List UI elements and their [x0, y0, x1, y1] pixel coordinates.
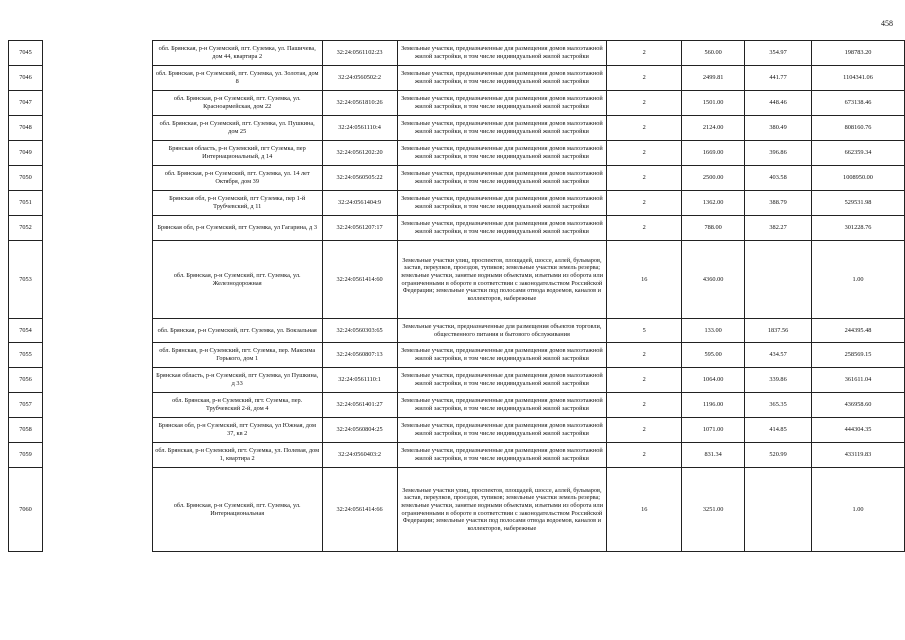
table-row: [9, 66, 905, 91]
row-number-cell: 7058: [9, 418, 43, 443]
category-cell: 16: [607, 468, 682, 552]
table-row: [9, 343, 905, 368]
row-number-cell: 7060: [9, 468, 43, 552]
land-use-cell: Земельные участки, предназначенные для размещения домов малоэтажной жилой застройки, в том числе индивидуальной жилой застройки: [397, 166, 607, 191]
cadastral-number-cell: 32:24:0561810:26: [322, 91, 397, 116]
area-cell: 560.00: [682, 41, 745, 66]
rate-cell: 382.27: [745, 216, 812, 241]
empty-cell: [42, 343, 152, 368]
table-row: [9, 443, 905, 468]
area-cell: 1669.00: [682, 141, 745, 166]
cadastral-number-cell: 32:24:0561414:66: [322, 468, 397, 552]
table-row: [9, 241, 905, 319]
empty-cell: [42, 141, 152, 166]
area-cell: 831.34: [682, 443, 745, 468]
cadastral-value-cell: 1008950.00: [812, 166, 905, 191]
cadastral-value-cell: 808160.76: [812, 116, 905, 141]
cadastral-value-cell: 444304.35: [812, 418, 905, 443]
row-number-cell: 7046: [9, 66, 43, 91]
cadastral-number-cell: 32:24:0561401:27: [322, 393, 397, 418]
cadastral-number-cell: 32:24:0561414:60: [322, 241, 397, 319]
cadastral-number-cell: 32:24:0561110:4: [322, 116, 397, 141]
cadastral-value-cell: 361611.04: [812, 368, 905, 393]
area-cell: 2499.81: [682, 66, 745, 91]
land-use-cell: Земельные участки, предназначенные для размещения домов малоэтажной жилой застройки, в том числе индивидуальной жилой застройки: [397, 141, 607, 166]
row-number-cell: 7055: [9, 343, 43, 368]
land-use-cell: Земельные участки, предназначенные для размещения домов малоэтажной жилой застройки, в том числе индивидуальной жилой застройки: [397, 191, 607, 216]
rate-cell: 365.35: [745, 393, 812, 418]
land-use-cell: Земельные участки улиц, проспектов, площадей, шоссе, аллей, бульваров, застав, переулков, проездов, тупиков; земельные участки земель резерва; земельные участки, занятые водными объектами, изъятыми из оборота или ограниченными в обороте в соответствии с законодательством Российской Федерации; земельные участки под полосами отвода водоемов, каналов и коллекторов, набережные: [397, 468, 607, 552]
cadastral-value-cell: 301228.76: [812, 216, 905, 241]
empty-cell: [42, 91, 152, 116]
empty-cell: [42, 393, 152, 418]
land-use-cell: Земельные участки, предназначенные для размещения домов малоэтажной жилой застройки, в том числе индивидуальной жилой застройки: [397, 393, 607, 418]
cadastral-value-cell: 198783.20: [812, 41, 905, 66]
land-use-cell: Земельные участки, предназначенные для размещения домов малоэтажной жилой застройки, в том числе индивидуальной жилой застройки: [397, 41, 607, 66]
address-cell: обл. Брянская, р-н Суземский, пгт. Суземка, ул. Красноармейская, дом 22: [152, 91, 322, 116]
land-use-cell: Земельные участки, предназначенные для размещения домов малоэтажной жилой застройки, в том числе индивидуальной жилой застройки: [397, 343, 607, 368]
category-cell: 2: [607, 216, 682, 241]
rate-cell: 520.99: [745, 443, 812, 468]
category-cell: 2: [607, 116, 682, 141]
row-number-cell: 7050: [9, 166, 43, 191]
rate-cell: 339.86: [745, 368, 812, 393]
category-cell: 2: [607, 191, 682, 216]
category-cell: 2: [607, 91, 682, 116]
rate-cell: [745, 241, 812, 319]
table-row: [9, 141, 905, 166]
land-use-cell: Земельные участки, предназначенные для размещения домов малоэтажной жилой застройки, в том числе индивидуальной жилой застройки: [397, 216, 607, 241]
row-number-cell: 7056: [9, 368, 43, 393]
row-number-cell: 7048: [9, 116, 43, 141]
address-cell: обл. Брянская, р-н Суземский, пгт. Суземка, пер. Трубчевский 2-й, дом 4: [152, 393, 322, 418]
table-row: [9, 368, 905, 393]
page-number: 458: [881, 19, 893, 28]
address-cell: обл. Брянская, р-н Суземский, пгт. Суземка, ул. 14 лет Октября, дом 39: [152, 166, 322, 191]
land-use-cell: Земельные участки улиц, проспектов, площадей, шоссе, аллей, бульваров, застав, переулков, проездов, тупиков; земельные участки земель резерва; земельные участки, занятые водными объектами, изъятыми из оборота или ограниченными в обороте в соответствии с законодательством Российской Федерации; земельные участки под полосами отвода водоемов, каналов и коллекторов, набережные: [397, 241, 607, 319]
cadastral-number-cell: 32:24:0560502:2: [322, 66, 397, 91]
empty-cell: [42, 319, 152, 343]
category-cell: 2: [607, 166, 682, 191]
cadastral-value-cell: 258569.15: [812, 343, 905, 368]
cadastral-value-cell: 529531.98: [812, 191, 905, 216]
empty-cell: [42, 166, 152, 191]
land-use-cell: Земельные участки, предназначенные для размещения домов малоэтажной жилой застройки, в том числе индивидуальной жилой застройки: [397, 443, 607, 468]
address-cell: Брянская обл, р-н Суземский, пгт Суземка, ул Южная, дом 37, кв 2: [152, 418, 322, 443]
address-cell: обл. Брянская, р-н Суземский, пгт. Суземка, ул. Железнодорожная: [152, 241, 322, 319]
address-cell: Брянская область, р-н Суземский, пгт Суземка, ул Пушкина, д 33: [152, 368, 322, 393]
category-cell: 2: [607, 141, 682, 166]
category-cell: 5: [607, 319, 682, 343]
cadastral-number-cell: 32:24:0560303:65: [322, 319, 397, 343]
table-row: [9, 116, 905, 141]
table-row: [9, 393, 905, 418]
address-cell: Брянская область, р-н Суземский, пгт Суземка, пер Интернациональный, д 14: [152, 141, 322, 166]
row-number-cell: 7047: [9, 91, 43, 116]
cadastral-number-cell: 32:24:0560807:13: [322, 343, 397, 368]
address-cell: обл. Брянская, р-н Суземский, пгт. Суземка, ул. Интернациональная: [152, 468, 322, 552]
area-cell: 2124.00: [682, 116, 745, 141]
empty-cell: [42, 191, 152, 216]
cadastral-value-cell: 1.00: [812, 241, 905, 319]
rate-cell: 403.58: [745, 166, 812, 191]
area-cell: 4360.00: [682, 241, 745, 319]
area-cell: 3251.00: [682, 468, 745, 552]
area-cell: 595.00: [682, 343, 745, 368]
land-use-cell: Земельные участки, предназначенные для размещения домов малоэтажной жилой застройки, в том числе индивидуальной жилой застройки: [397, 418, 607, 443]
category-cell: 2: [607, 393, 682, 418]
row-number-cell: 7054: [9, 319, 43, 343]
row-number-cell: 7057: [9, 393, 43, 418]
cadastral-value-cell: 1.00: [812, 468, 905, 552]
land-use-cell: Земельные участки, предназначенные для размещения домов малоэтажной жилой застройки, в том числе индивидуальной жилой застройки: [397, 368, 607, 393]
cadastral-value-cell: 662359.34: [812, 141, 905, 166]
cadastral-value-cell: 244395.48: [812, 319, 905, 343]
rate-cell: 448.46: [745, 91, 812, 116]
cadastral-number-cell: 32:24:0561102:23: [322, 41, 397, 66]
area-cell: 1501.00: [682, 91, 745, 116]
land-use-cell: Земельные участки, предназначенные для размещения домов малоэтажной жилой застройки, в том числе индивидуальной жилой застройки: [397, 66, 607, 91]
empty-cell: [42, 241, 152, 319]
rate-cell: 1837.56: [745, 319, 812, 343]
row-number-cell: 7053: [9, 241, 43, 319]
area-cell: 2500.00: [682, 166, 745, 191]
area-cell: 1196.00: [682, 393, 745, 418]
area-cell: 1071.00: [682, 418, 745, 443]
area-cell: 1064.00: [682, 368, 745, 393]
area-cell: 133.00: [682, 319, 745, 343]
empty-cell: [42, 216, 152, 241]
table-row: [9, 216, 905, 241]
row-number-cell: 7051: [9, 191, 43, 216]
category-cell: 2: [607, 368, 682, 393]
address-cell: обл. Брянская, р-н Суземский, пгт. Суземка, пер. Максима Горького, дом 1: [152, 343, 322, 368]
rate-cell: [745, 468, 812, 552]
cadastral-value-table: [8, 40, 905, 552]
empty-cell: [42, 116, 152, 141]
land-use-cell: Земельные участки, предназначенные для размещения домов малоэтажной жилой застройки, в том числе индивидуальной жилой застройки: [397, 91, 607, 116]
cadastral-number-cell: 32:24:0561207:17: [322, 216, 397, 241]
address-cell: обл. Брянская, р-н Суземский, пгт. Суземка, ул. Полевая, дом 1, квартира 2: [152, 443, 322, 468]
table-row: [9, 191, 905, 216]
rate-cell: 396.86: [745, 141, 812, 166]
table-row: [9, 319, 905, 343]
address-cell: обл. Брянская, р-н Суземский, пгт. Суземка, ул. Пушкина, дом 25: [152, 116, 322, 141]
category-cell: 16: [607, 241, 682, 319]
address-cell: Брянская обл, р-н Суземский, пгт Суземка, пер 1-й Трубчевский, д 11: [152, 191, 322, 216]
empty-cell: [42, 66, 152, 91]
table-row: [9, 468, 905, 552]
category-cell: 2: [607, 66, 682, 91]
rate-cell: 354.97: [745, 41, 812, 66]
empty-cell: [42, 41, 152, 66]
row-number-cell: 7052: [9, 216, 43, 241]
rate-cell: 434.57: [745, 343, 812, 368]
empty-cell: [42, 418, 152, 443]
address-cell: Брянская обл, р-н Суземский, пгт Суземка, ул Гагарина, д 3: [152, 216, 322, 241]
cadastral-number-cell: 32:24:0560804:25: [322, 418, 397, 443]
row-number-cell: 7045: [9, 41, 43, 66]
cadastral-number-cell: 32:24:0560505:22: [322, 166, 397, 191]
table-row: [9, 91, 905, 116]
address-cell: обл. Брянская, р-н Суземский, пгт. Суземка, ул. Пашичева, дом 44, квартира 2: [152, 41, 322, 66]
land-use-cell: Земельные участки, предназначенные для размещения домов малоэтажной жилой застройки, в том числе индивидуальной жилой застройки: [397, 116, 607, 141]
rate-cell: 380.49: [745, 116, 812, 141]
category-cell: 2: [607, 443, 682, 468]
rate-cell: 441.77: [745, 66, 812, 91]
cadastral-value-cell: 433119.83: [812, 443, 905, 468]
row-number-cell: 7049: [9, 141, 43, 166]
land-use-cell: Земельные участки, предназначенные для размещения объектов торговли, общественного питания и бытового обслуживания: [397, 319, 607, 343]
empty-cell: [42, 468, 152, 552]
row-number-cell: 7059: [9, 443, 43, 468]
table-row: [9, 418, 905, 443]
area-cell: 1362.00: [682, 191, 745, 216]
table-row: [9, 41, 905, 66]
table-row: [9, 166, 905, 191]
cadastral-value-cell: 1104341.06: [812, 66, 905, 91]
cadastral-number-cell: 32:24:0561110:1: [322, 368, 397, 393]
cadastral-number-cell: 32:24:0561404:9: [322, 191, 397, 216]
cadastral-number-cell: 32:24:0561202:20: [322, 141, 397, 166]
empty-cell: [42, 443, 152, 468]
cadastral-value-cell: 436958.60: [812, 393, 905, 418]
category-cell: 2: [607, 418, 682, 443]
rate-cell: 388.79: [745, 191, 812, 216]
address-cell: обл. Брянская, р-н Суземский, пгт. Суземка, ул. Вокзальная: [152, 319, 322, 343]
empty-cell: [42, 368, 152, 393]
cadastral-number-cell: 32:24:0560403:2: [322, 443, 397, 468]
category-cell: 2: [607, 343, 682, 368]
area-cell: 788.00: [682, 216, 745, 241]
cadastral-value-cell: 673138.46: [812, 91, 905, 116]
category-cell: 2: [607, 41, 682, 66]
address-cell: обл. Брянская, р-н Суземский, пгт. Суземка, ул. Золотая, дом 8: [152, 66, 322, 91]
rate-cell: 414.85: [745, 418, 812, 443]
